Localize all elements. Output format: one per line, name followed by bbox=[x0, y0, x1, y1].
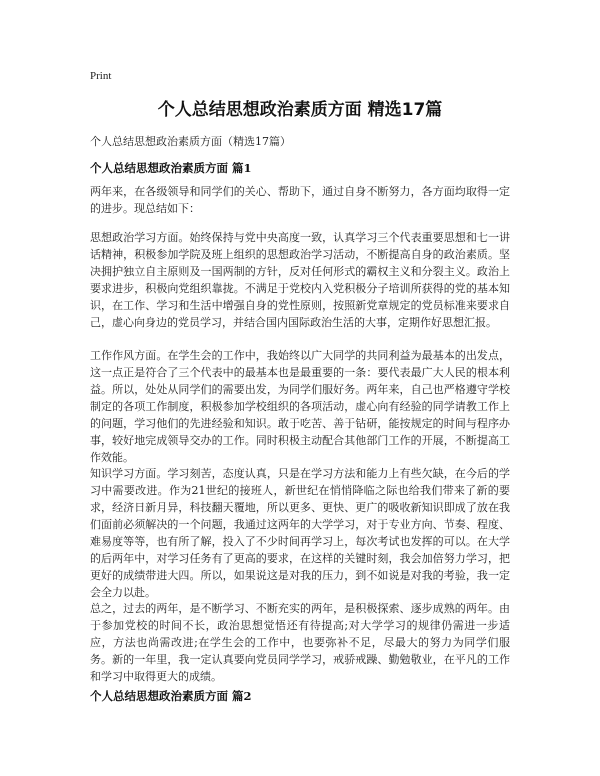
section-heading-2: 个人总结思想政治素质方面 篇2 bbox=[90, 689, 252, 703]
document-subtitle: 个人总结思想政治素质方面（精选17篇） bbox=[90, 135, 291, 148]
paragraph-political-study: 思想政治学习方面。始终保持与党中央高度一致，认真学习三个代表重要思想和七一讲话精神，积极参加学院及班上组织的思想政治学习活动，不断提高自身的政治素质。坚决拥护独立自主原则及一国两制的方针，反对任何形式的霸权主义和分裂主义。政治上要求进步，积极向党组织靠拢。不满足于党校内入党积极分子培训所获得的党的基本知识，在工作、学习和生活中增强自身的党性原则，按照新党章规定的党员标准来要求自己，虚心向身边的党员学习，并结合国内国际政治生活的大事，定期作好思想汇报。 bbox=[90, 231, 510, 329]
print-link[interactable]: Print bbox=[90, 70, 112, 82]
paragraph-summary: 总之，过去的两年，是不断学习、不断充实的两年，是积极探索、逐步成熟的两年。由于参加党校的时间不长，政治思想觉悟还有待提高;对大学学习的规律仍需进一步适应，方法也尚需改进;在学生会的工作中，也要弥补不足，尽最大的努力为同学们服务。新的一年里，我一定认真要向党员同学学习，戒骄戒躁、勤勉敬业，在平凡的工作和学习中取得更大的成绩。 bbox=[90, 602, 510, 683]
paragraph-intro: 两年来，在各级领导和同学们的关心、帮助下，通过自身不断努力，各方面均取得一定的进步。现总结如下： bbox=[90, 185, 510, 215]
section-heading-1: 个人总结思想政治素质方面 篇1 bbox=[90, 161, 252, 175]
paragraph-knowledge-study: 知识学习方面。学习刻苦，态度认真，只是在学习方法和能力上有些欠缺，在今后的学习中需要改进。作为21世纪的接班人，新世纪在悄悄降临之际也给我们带来了新的要求，经济日新月异，科技翻天覆地，所以更多、更快、更广的吸收新知识即成了放在我们面前必须解决的一个问题，我通过这两年的大学学习，对于专业方向、节奏、程度、难易度等等，也有所了解，投入了不少时间再学习上，每次考试也发挥的可以。在大学的后两年中，对学习任务有了更高的要求，在这样的关键时刻，我会加倍努力学习，把更好的成绩带进大四。所以，如果说这是对我的压力，到不如说是对我的考验，我一定会全力以赴。 bbox=[90, 467, 510, 599]
page-title: 个人总结思想政治素质方面 精选17篇 bbox=[157, 100, 443, 120]
paragraph-work-style: 工作作风方面。在学生会的工作中，我始终以广大同学的共同利益为最基本的出发点，这一点正是符合了三个代表中的最基本也是最重要的一条：要代表最广大人民的根本利益。所以，处处从同学们的需要出发，为同学们服好务。两年来，自己也严格遵守学校制定的各项工作制度，积极参加学校组织的各项活动，虚心向有经验的同学请教工作上的问题，学习他们的先进经验和知识。敢于吃苦、善于钻研，能按规定的时间与程序办事，较好地完成领导交办的工作。同时积极主动配合其他部门工作的开展，不断提高工作效能。 bbox=[90, 349, 510, 464]
